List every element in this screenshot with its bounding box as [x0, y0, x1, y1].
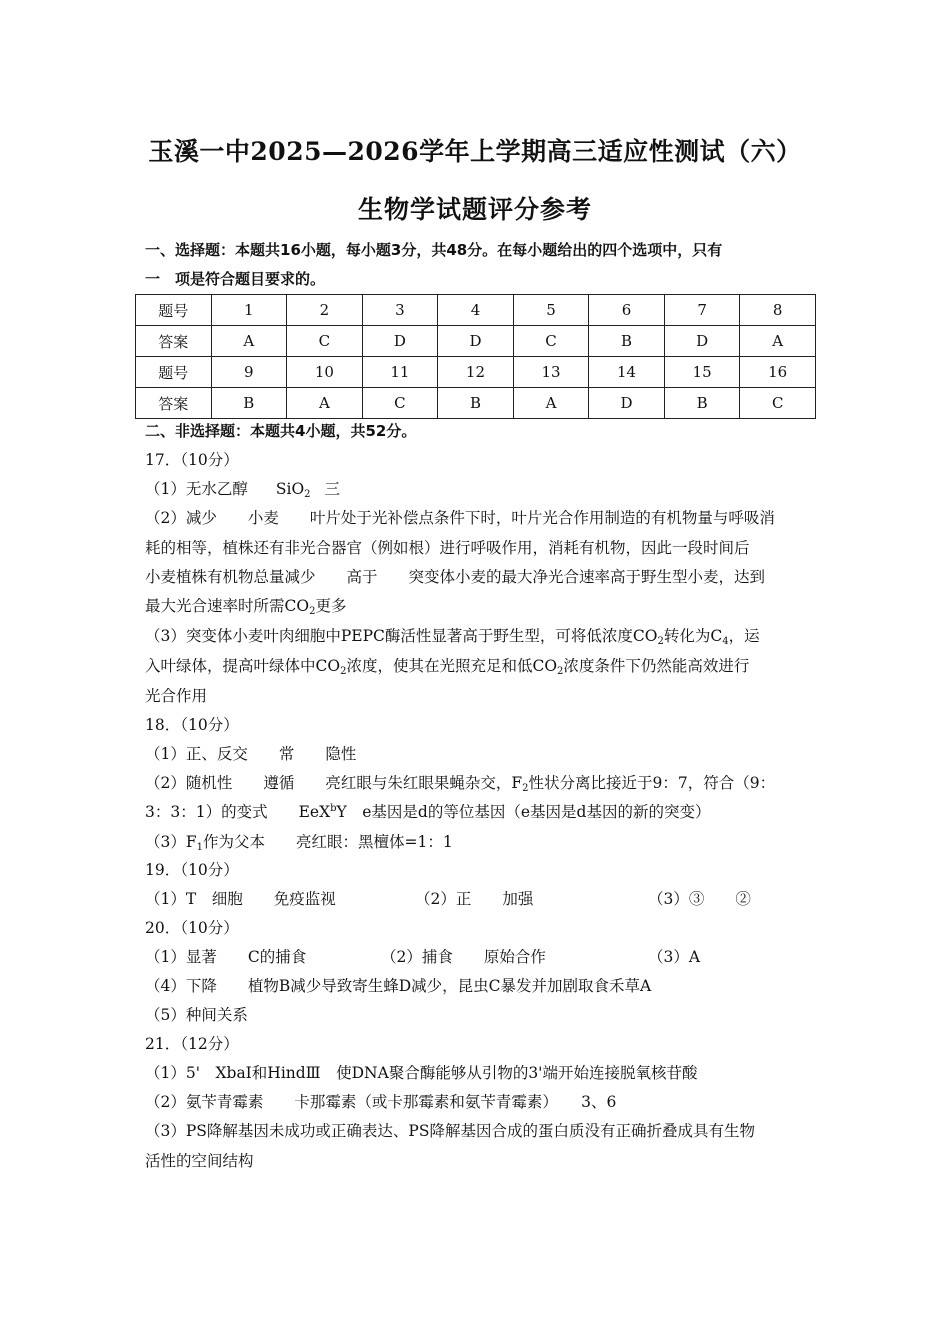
answer-cell: D	[589, 388, 665, 419]
page-title: 玉溪一中2025—2026学年上学期高三适应性测试（六）	[148, 137, 802, 166]
answer-cell: A	[740, 326, 816, 357]
answer-cell: D	[362, 326, 438, 357]
q17-part3-line1-a: （3）突变体小麦叶肉细胞中PEPC酶活性显著高于野生型，可将低浓度CO	[145, 627, 658, 645]
q18-part2-line2-a: 3：3：1）的变式 EeX	[145, 803, 331, 821]
row-header: 答案	[136, 388, 212, 419]
question-number: 13	[513, 357, 589, 388]
row-header: 题号	[136, 295, 212, 326]
answer-cell: B	[211, 388, 287, 419]
q18-part3-b: 作为父本 亮红眼：黑檀体=1：1	[203, 833, 453, 851]
q21-part3-line2: 活性的空间结构	[145, 1152, 254, 1170]
answer-cell: A	[211, 326, 287, 357]
q18-part2-line1-b: 性状分离比接近于9：7，符合（9：	[528, 774, 776, 792]
table-row	[136, 295, 816, 326]
q20-part2: （2）捕食 原始合作	[381, 948, 546, 966]
q18-part2-line2-superscript: b	[330, 803, 337, 814]
q18-part1: （1）正、反交 常 隐性	[145, 745, 357, 763]
q17-part2-line4	[145, 594, 346, 617]
q17-part3-line3: 光合作用	[145, 687, 208, 705]
answer-cell: A	[513, 388, 589, 419]
q20-part5: （5）种间关系	[145, 1006, 248, 1024]
table-row	[136, 326, 816, 357]
q17-part3-line1	[145, 624, 760, 647]
q18-part3	[145, 830, 453, 853]
answer-cell: C	[362, 388, 438, 419]
q17-part2-line4-subscript: 2	[309, 606, 316, 617]
q17-part2-line4-b: 更多	[315, 597, 347, 615]
section2-instruction: 二、非选择题：本题共4小题，共52分。	[145, 422, 417, 440]
question-number: 4	[438, 295, 514, 326]
q19-heading: 19．（10分）	[145, 861, 239, 879]
table-row	[136, 357, 816, 388]
table-row	[136, 388, 816, 419]
answer-cell: B	[438, 388, 514, 419]
question-number: 12	[438, 357, 514, 388]
q17-part2-line2: 耗的相等，植株还有非光合器官（例如根）进行呼吸作用，消耗有机物，因此一段时间后	[145, 539, 750, 557]
section1-instruction-line2: 一 项是符合题目要求的。	[145, 270, 326, 288]
question-number: 9	[211, 357, 287, 388]
q20-part4: （4）下降 植物B减少导致寄生蜂D减少，昆虫C暴发并加剧取食禾草A	[145, 977, 652, 995]
q18-part3-subscript: 1	[196, 842, 203, 853]
question-number: 5	[513, 295, 589, 326]
q17-part2-line3: 小麦植株有机物总量减少 高于 突变体小麦的最大净光合速率高于野生型小麦，达到	[145, 568, 766, 586]
question-number: 3	[362, 295, 438, 326]
q17-part3-line2-a: 入叶绿体，提高叶绿体中CO	[145, 657, 341, 675]
q17-part2-line4-a: 最大光合速率时所需CO	[145, 597, 310, 615]
q20-part1: （1）显著 C的捕食	[145, 948, 307, 966]
q17-heading: 17．（10分）	[145, 451, 239, 469]
question-number: 16	[740, 357, 816, 388]
answer-cell: C	[287, 326, 363, 357]
q18-part2-line2-b: Y e基因是d的等位基因（e基因是d基因的新的突变）	[336, 803, 711, 821]
question-number: 10	[287, 357, 363, 388]
section1-instruction-line1: 一、选择题：本题共16小题，每小题3分，共48分。在每小题给出的四个选项中，只有	[145, 241, 723, 259]
q20-heading: 20．（10分）	[145, 919, 239, 937]
q17-part3-line2-b: 浓度，使其在光照充足和低CO	[346, 657, 558, 675]
answer-cell: C	[513, 326, 589, 357]
answer-cell: D	[664, 326, 740, 357]
q18-part2-line1	[145, 771, 775, 794]
q17-part3-line1-c: ，运	[728, 627, 760, 645]
q21-part3-line1: （3）PS降解基因未成功或正确表达、PS降解基因合成的蛋白质没有正确折叠成具有生物	[145, 1122, 755, 1140]
q17-part3-line2	[145, 654, 749, 677]
q17-part3-line2-subscript2: 2	[557, 666, 564, 677]
answer-cell: B	[589, 326, 665, 357]
q17-part3-line2-subscript1: 2	[340, 666, 347, 677]
q21-part1: （1）5' XbaI和HindⅢ 使DNA聚合酶能够从引物的3'端开始连接脱氧核苷酸	[145, 1064, 698, 1082]
q21-heading: 21．（12分）	[145, 1035, 239, 1053]
q17-part3-line1-b: 转化为C	[663, 627, 723, 645]
question-number: 2	[287, 295, 363, 326]
q20-part3: （3）A	[648, 948, 701, 966]
q17-part1-a: （1）无水乙醇	[145, 480, 248, 498]
q17-part1-c: 三	[324, 480, 341, 498]
q17-part3-line1-subscript2: 4	[722, 636, 729, 647]
q18-heading: 18．（10分）	[145, 716, 239, 734]
q17-part3-line2-c: 浓度条件下仍然能高效进行	[563, 657, 750, 675]
q17-part1-b-subscript: 2	[304, 489, 311, 500]
q17-part1-b: SiO	[275, 480, 305, 498]
answer-cell: B	[664, 388, 740, 419]
answer-table	[135, 294, 816, 419]
q18-part2-line1-a: （2）随机性 遵循 亮红眼与朱红眼果蝇杂交，F	[145, 774, 523, 792]
question-number: 6	[589, 295, 665, 326]
answer-cell: A	[287, 388, 363, 419]
question-number: 14	[589, 357, 665, 388]
page-subtitle: 生物学试题评分参考	[357, 195, 592, 224]
answer-cell: C	[740, 388, 816, 419]
question-number: 7	[664, 295, 740, 326]
q18-part3-a: （3）F	[145, 833, 197, 851]
question-number: 1	[211, 295, 287, 326]
q17-part2-line1: （2）减少 小麦 叶片处于光补偿点条件下时，叶片光合作用制造的有机物量与呼吸消	[145, 509, 775, 527]
question-number: 11	[362, 357, 438, 388]
q17-part3-line1-subscript1: 2	[657, 636, 664, 647]
q19-part1: （1）T 细胞 免疫监视	[145, 890, 336, 908]
q18-part2-line2	[145, 800, 710, 822]
q19-part3: （3）③ ②	[648, 890, 751, 908]
q17-part1	[145, 477, 340, 500]
q18-part2-line1-subscript: 2	[522, 783, 529, 794]
q19-part2: （2）正 加强	[415, 890, 534, 908]
row-header: 答案	[136, 326, 212, 357]
q21-part2: （2）氨苄青霉素 卡那霉素（或卡那霉素和氨苄青霉素） 3、6	[145, 1093, 617, 1111]
answer-cell: D	[438, 326, 514, 357]
question-number: 15	[664, 357, 740, 388]
question-number: 8	[740, 295, 816, 326]
row-header: 题号	[136, 357, 212, 388]
